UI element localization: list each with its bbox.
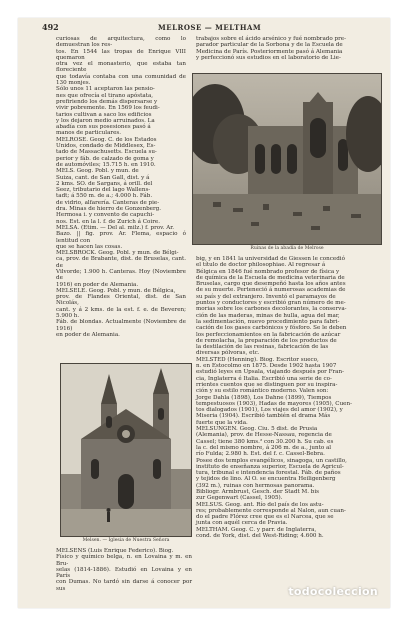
text-line: Seez, tributario del lago Wallens- (56, 187, 151, 194)
left-column-bottom-text (56, 548, 192, 592)
text-line: (Alemania), prov. de Hesse-Nassau, regencia de (196, 432, 332, 439)
text-line: ción y su estilo romántico moderno. Valen son: (196, 388, 329, 395)
text-line: y los dejaron medio arruinados. La (56, 117, 155, 124)
text-line: MELS. Geog. Pobl. y mun. de (56, 168, 139, 175)
text-line: Unidos, condado de Middlesex, Es- (56, 143, 156, 150)
melsen-church-photo (60, 363, 192, 537)
text-line: MELSENS (Luis Enrique Federico). Biog. (56, 548, 174, 554)
melrose-abbey-photo (192, 73, 382, 245)
text-line: cant. y á 2 kms. de la est. f. e. de Beveren; 5.900 h. (56, 306, 186, 320)
text-line: ción de las maderas, minas de hulla, agua del mar, (196, 312, 340, 319)
page-number: 492 (42, 22, 59, 32)
text-line: cia, Inglaterra é Italia. Escribió una serie de co- (196, 375, 332, 382)
text-line: Medicina de París. Posteriormente pasó á Alemania (196, 48, 343, 55)
text-line: MELSA. (Etim. — Del al. milz.) f. prov. Ar. (56, 224, 175, 231)
text-line: su país y del extranjero. Inventó el paramayos de (196, 293, 336, 300)
text-line: Fáb. de blondas. Actualmente (Noviembre de 1916) (56, 319, 186, 332)
text-line: MELSTED (Henning). Biog. Escritor sueco, (196, 356, 319, 363)
text-line: de química de la Escuela de medicina veterinaria de (196, 274, 345, 281)
text-line: tarios cultivan a saco los edificios (56, 111, 152, 118)
church-caption: Melsen. — Iglesia de Nuestra Señora (82, 538, 170, 543)
text-line: Bruselas, cargo que desempeñó hasta los años antes (196, 281, 346, 288)
text-line: MELSBROCK. Geog. Pobl. y mun. de Bélgi- (56, 250, 179, 257)
text-line: perior y fáb. de calzado de goma y (56, 155, 154, 162)
text-line: en poder de Alemania. (56, 331, 120, 338)
text-line: río Fulda; 2.980 h. Est. del f. c. Cassel-Bebra. (196, 451, 325, 458)
text-line: Vilvorde; 1.900 h. Canteras. Hoy (Noviembre de (56, 268, 186, 282)
text-line: MELSUS. Geog. ant. Río del país de los astu- (196, 501, 324, 508)
text-line: prefiriendo los demás dispersarse y (56, 98, 158, 105)
text-line: el título de doctor philosophiae. Al regresar á (196, 262, 326, 269)
text-line: (392 m.), ruinas con hermosas panorama. (196, 482, 315, 489)
text-line: MELSUNGEN. Geog. Ciu. 5 dist. de Prusia (196, 426, 318, 433)
text-line: abadía con sus posesiones pasó á (56, 124, 151, 131)
running-title: MELROSE — MELTHAM (158, 23, 262, 32)
text-line: MELROSE. Geog. C. de los Estados (56, 136, 157, 143)
text-line: Posee dos templos evangélicos, sinagoga, un castillo, (196, 457, 347, 464)
text-line: fuerte que la vida. (196, 419, 248, 426)
text-line: la sedimentación, nuevo procedimiento para fabri- (196, 318, 340, 325)
text-line: curiosas de arquitectura, como lo demuestran los res- (56, 36, 186, 49)
text-line: de vidrio, alfarería. Canteras de pie- (56, 199, 160, 206)
text-line: nos. Est. en la l. f. de Zurich á Coire. (56, 218, 160, 225)
text-line: tempestuosos (1903), Hadas de mayores (1905), Cuen- (196, 400, 352, 407)
text-line: junta con aquél cerca de Pravia. (196, 520, 288, 527)
text-line: 1916) en poder de Alemania. (56, 281, 139, 288)
text-line: MELSELE. Geog. Pobl. y mun. de Bélgica, (56, 287, 176, 294)
text-line: Miseria (1904). Escribió también el drama Más (196, 413, 331, 420)
watermark: todocoleccion (288, 585, 378, 598)
text-line: estudió leyes en Upsala, viajando después por Fran- (196, 369, 345, 376)
text-line: con Dumas. No tardó sin darse á conocer por sus (56, 579, 192, 592)
text-line: morias sobre los carbones decolorantes, la conserva- (196, 306, 347, 313)
text-line: tadt; á 550 m. de a.; 4.000 h. Fáb. (56, 193, 153, 200)
text-line: Hermosa i. y convento de capuchi- (56, 212, 155, 219)
text-line: cación de los gases carbónicos y fósforo. Se le deben (196, 325, 347, 332)
text-line: de automóviles; 15.715 h. en 1910. (56, 161, 156, 168)
text-line: y tejidos de lino. Al O. se encuentra Heiligenberg (196, 476, 336, 483)
text-line: rrientes cuentos que se distinguen por su inspira- (196, 381, 338, 388)
ruins-caption: Ruinas de la abadía de Melrose (250, 246, 324, 251)
text-line: big, y en 1841 la universidad de Giessen le concedió (196, 256, 345, 262)
text-line: prov. de Flandes Oriental, dist. de San Nicolás, (56, 294, 186, 307)
encyclopedia-page (18, 18, 390, 608)
text-line: tos dialogados (1901), Los viajes del amor (1902), y (196, 407, 343, 414)
text-line: otra vez el monasterio, que estaba tan floreciente (56, 61, 186, 74)
text-line: Bazo. || fig. prov. Ar. Flema, espacio ó lentitud con (56, 231, 186, 244)
text-line: Bélgica en 1846 fué nombrado profesor de física y (196, 268, 340, 275)
text-line: selas (1814-1886). Estudió en Lovaina y en París (56, 566, 192, 580)
text-line: nes que ofrecía el tirano apóstata, (56, 92, 154, 99)
text-line: los perfeccionamientos en la fabricación de azúcar (196, 331, 341, 338)
text-line: res; probablemente corresponde al Nalon, aun cuan- (196, 507, 346, 514)
text-line: que se hacen las cosas. (56, 243, 123, 250)
text-line: ca, prov. de Brabante, dist. de Bruselas, cant. de (56, 256, 186, 269)
text-line: de su muerte. Perteneció á numerosas academias de (196, 287, 346, 294)
text-line: Suiza, cant. de San Gall, dist. y á (56, 174, 150, 181)
text-line: cond. de York, dist. del West-Riding; 4.600 h. (196, 533, 324, 540)
text-line: Sólo unos 11 aceptaron las pensio- (56, 86, 155, 93)
right-column-top-text (196, 36, 376, 61)
page-header (18, 22, 390, 34)
left-column-top-text (56, 36, 186, 338)
text-line: la destilación de las resinas, fabricación de las (196, 344, 329, 351)
text-line: Jorge Dahla (1898), Los Dahne (1899), Tiempos (196, 394, 332, 401)
text-line: do el padre Flórez cree que es el Narcea, que se (196, 514, 334, 521)
text-line: vivir pobremente. En 1569 los feudi- (56, 105, 160, 112)
text-line: de remolacha, la preparación de los productos de (196, 337, 337, 344)
text-line: que todavía contaba con una comunidad de 130 monjes. (56, 73, 186, 87)
right-column-main-text (196, 256, 378, 539)
text-line: MELTHAM. Geog. C. y parr. de Inglaterra, (196, 526, 317, 533)
text-line: puntos y conductores y escribió gran número de me- (196, 300, 346, 307)
text-line: Físico y químico belga, n. en Lovaina y m. en Bru- (56, 554, 192, 567)
text-line: manos de particulares. (56, 130, 122, 137)
text-line: instituto de enseñanza superior, Escuela de Agricul- (196, 463, 344, 470)
text-line: diversas pólvoras, etc. (196, 350, 260, 357)
text-line: Cassel; tiene 380 kms.² con 30.200 h. Su cab. es (196, 438, 334, 445)
text-line: n. en Estocolmo en 1875. Desde 1902 hasta 1907 (196, 363, 337, 370)
text-line: parador particular de la Sorbona y de la Escuela de (196, 42, 343, 49)
text-line: tos. En 1544 las tropas de Enrique VIII quemaron (56, 48, 186, 61)
text-line: y perfeccionó sus estudios en el laboratorio de Lie- (196, 54, 341, 61)
text-line: la c. del mismo nombre, á 206 m. de a., junto al (196, 444, 332, 451)
text-line: trabajos sobre el ácido arsénico y fué nombrado pre- (196, 36, 346, 42)
text-line: tura, tribunal e intendencia forestal. Fáb. de paños (196, 470, 341, 477)
text-line: tado de Massachusetts. Escuela su- (56, 149, 157, 156)
text-line: Bibliogr. Armbrust, Gesch. der Stadt M. bis (196, 488, 320, 495)
text-line: dra. Minas de hierro de Gonzenberg. (56, 206, 162, 213)
text-line: zur Gegenwart (Cassel, 1905). (196, 495, 283, 502)
text-line: 2 kms. SO. de Sargans, á orill. del (56, 180, 153, 187)
